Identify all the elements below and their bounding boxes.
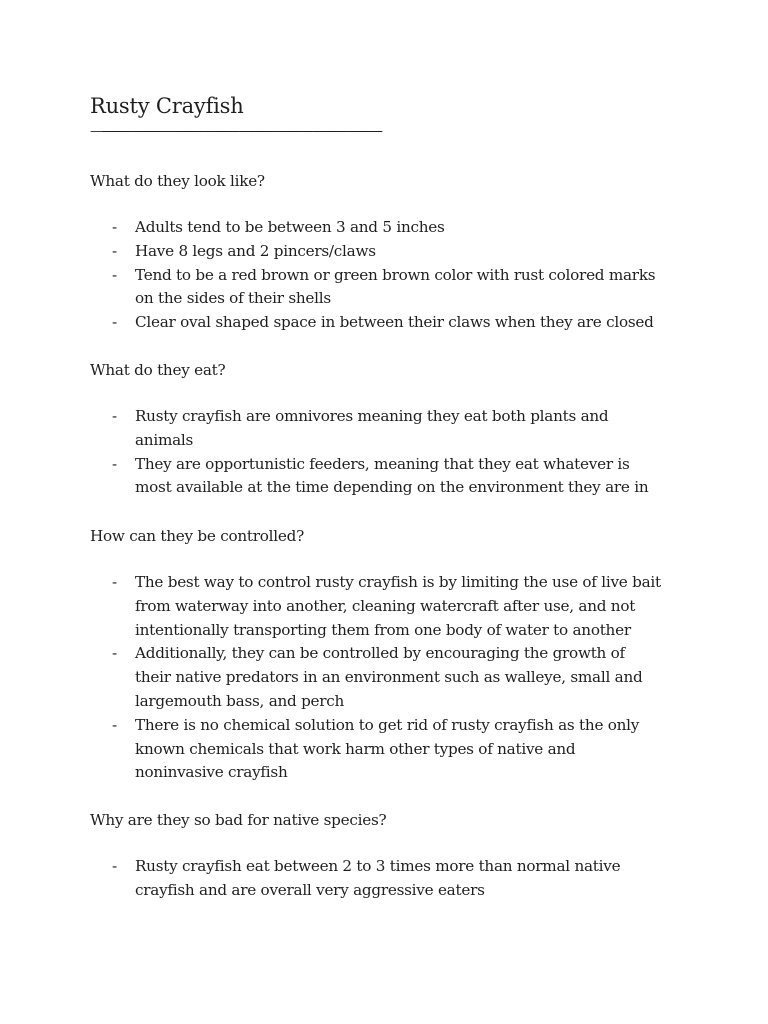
list-item-text: Tend to be a red brown or green brown color with rust colored marks on the sides of their shells bbox=[135, 265, 656, 308]
list-item bbox=[90, 571, 690, 642]
list-item bbox=[90, 264, 690, 312]
bullet-dash: - bbox=[112, 265, 117, 284]
section-list-impact bbox=[90, 855, 690, 903]
list-item-text: Rusty crayfish eat between 2 to 3 times more than normal native crayfish and are overall very aggressive eaters bbox=[135, 857, 621, 899]
list-item-text: Rusty crayfish are omnivores meaning they eat both plants and animals bbox=[135, 407, 609, 449]
bullet-dash: - bbox=[112, 573, 117, 591]
document-title: Rusty Crayfish bbox=[90, 94, 244, 118]
bullet-dash: - bbox=[112, 241, 117, 260]
list-item-text: Additionally, they can be controlled by encouraging the growth of their native predators in an environment such as walleye, small and largemouth bass, and perch bbox=[135, 644, 643, 710]
bullet-dash: - bbox=[112, 313, 117, 332]
list-item bbox=[90, 714, 690, 785]
section-heading-diet: What do they eat? bbox=[90, 361, 226, 379]
list-item bbox=[90, 216, 690, 240]
list-item-text: The best way to control rusty crayfish is by limiting the use of live bait from waterway into another, cleaning watercraft after use, and not intentionally transporting them from one body of water to another bbox=[135, 573, 661, 639]
title-divider: —-------------------------------------------------------------------------------------------- bbox=[90, 124, 382, 139]
list-item-text: They are opportunistic feeders, meaning that they eat whatever is most available at the time depending on the environment they are in bbox=[135, 454, 649, 497]
list-item-text: There is no chemical solution to get rid of rusty crayfish as the only known chemicals that work harm other types of native and noninvasive crayfish bbox=[135, 715, 640, 782]
list-item-text: Have 8 legs and 2 pincers/claws bbox=[135, 241, 376, 260]
bullet-dash: - bbox=[112, 715, 117, 734]
section-list-appearance bbox=[90, 216, 690, 335]
section-list-diet bbox=[90, 405, 690, 500]
bullet-dash: - bbox=[112, 857, 117, 875]
list-item bbox=[90, 405, 690, 453]
bullet-dash: - bbox=[112, 454, 117, 473]
list-item bbox=[90, 453, 690, 501]
bullet-dash: - bbox=[112, 644, 117, 663]
bullet-dash: - bbox=[112, 407, 117, 425]
bullet-dash: - bbox=[112, 218, 117, 236]
list-item-text: Clear oval shaped space in between their claws when they are closed bbox=[135, 313, 654, 332]
section-heading-control: How can they be controlled? bbox=[90, 527, 304, 545]
list-item bbox=[90, 311, 690, 335]
list-item bbox=[90, 855, 690, 903]
list-item bbox=[90, 642, 690, 713]
list-item bbox=[90, 240, 690, 264]
section-heading-impact: Why are they so bad for native species? bbox=[90, 811, 387, 829]
section-list-control bbox=[90, 571, 690, 785]
list-item-text: Adults tend to be between 3 and 5 inches bbox=[135, 218, 445, 236]
section-heading-appearance: What do they look like? bbox=[90, 172, 265, 190]
